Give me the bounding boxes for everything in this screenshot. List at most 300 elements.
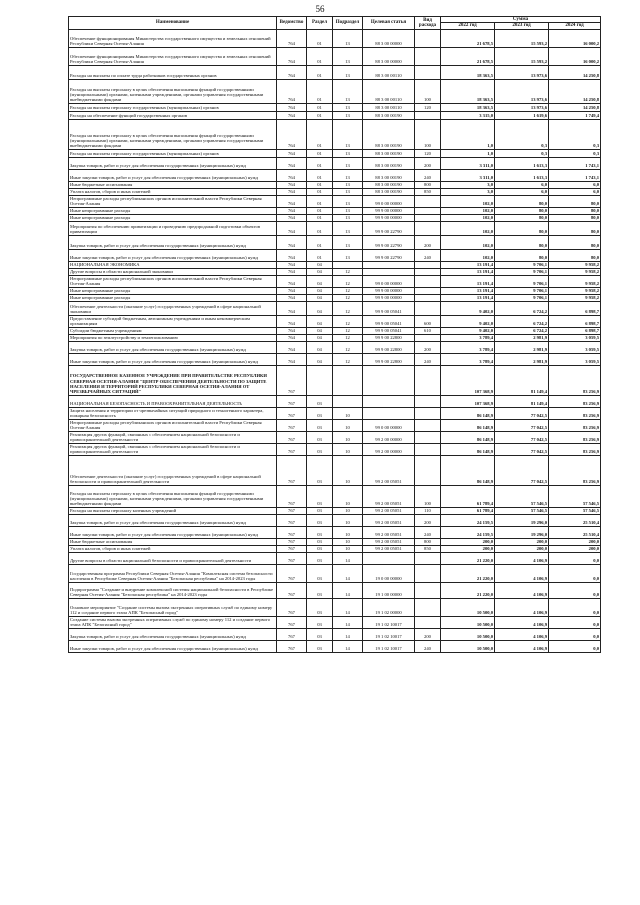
cell-c: 80,0 bbox=[549, 214, 601, 221]
cell-b: 1 613,3 bbox=[495, 169, 549, 181]
cell-cs: 99 2 00 05051 bbox=[363, 507, 415, 514]
cell-b: 15 593,2 bbox=[495, 29, 549, 47]
header-expense-type: Вид расхода bbox=[415, 17, 441, 30]
cell-b: 77 042,5 bbox=[495, 431, 549, 443]
cell-cs: 19 1 02 10017 bbox=[363, 628, 415, 640]
cell-ved: 767 bbox=[277, 407, 307, 419]
cell-name: Расходы на выплаты персоналу казенных учреждений bbox=[69, 507, 277, 514]
cell-rz: 04 bbox=[307, 287, 333, 294]
cell-a: 61 789,4 bbox=[441, 485, 495, 507]
cell-ved: 767 bbox=[277, 640, 307, 652]
cell-vr: 800 bbox=[415, 538, 441, 545]
cell-vr bbox=[415, 443, 441, 455]
cell-cs: 19 1 00 00000 bbox=[363, 582, 415, 598]
table-row bbox=[69, 181, 601, 188]
cell-cs: 99 2 00 00000 bbox=[363, 443, 415, 455]
cell-pr bbox=[333, 365, 363, 395]
cell-a: 13 191,4 bbox=[441, 287, 495, 294]
cell-b: 19 296,0 bbox=[495, 514, 549, 526]
cell-cs: 99 0 00 00000 bbox=[363, 419, 415, 431]
cell-b: 80,0 bbox=[495, 195, 549, 207]
cell-a: 1,0 bbox=[441, 149, 495, 157]
table-row bbox=[69, 419, 601, 431]
cell-rz: 01 bbox=[307, 169, 333, 181]
cell-a: 102,0 bbox=[441, 214, 495, 221]
cell-c: 25 510,4 bbox=[549, 514, 601, 526]
cell-c: 9 958,2 bbox=[549, 268, 601, 275]
cell-c: 83 256,9 bbox=[549, 395, 601, 407]
cell-b: 0,3 bbox=[495, 149, 549, 157]
table-row bbox=[69, 514, 601, 526]
cell-rz bbox=[307, 365, 333, 395]
cell-b: 81 149,4 bbox=[495, 395, 549, 407]
cell-rz: 03 bbox=[307, 485, 333, 507]
table-row bbox=[69, 327, 601, 334]
cell-vr bbox=[415, 334, 441, 341]
cell-rz: 04 bbox=[307, 261, 333, 268]
cell-c: 0,0 bbox=[549, 552, 601, 564]
cell-vr bbox=[415, 419, 441, 431]
cell-rz: 03 bbox=[307, 628, 333, 640]
cell-c: 3 059,5 bbox=[549, 334, 601, 341]
cell-rz: 04 bbox=[307, 301, 333, 315]
cell-name: Иные непрограммные расходы bbox=[69, 214, 277, 221]
header-year-2022: 2022 год bbox=[441, 23, 495, 29]
cell-rz: 01 bbox=[307, 79, 333, 103]
cell-a: 9 402,0 bbox=[441, 327, 495, 334]
cell-name: Обеспечение деятельности (оказание услуг) государственных учреждений в сфере национальной экономики bbox=[69, 301, 277, 315]
cell-vr: 110 bbox=[415, 507, 441, 514]
cell-vr: 100 bbox=[415, 485, 441, 507]
cell-b: 6 724,2 bbox=[495, 301, 549, 315]
cell-ved: 767 bbox=[277, 443, 307, 455]
cell-rz: 01 bbox=[307, 188, 333, 195]
cell-vr: 100 bbox=[415, 119, 441, 149]
cell-name: Иные закупки товаров, работ и услуг для обеспечения государственных (муниципальных) нужд bbox=[69, 169, 277, 181]
cell-pr: 13 bbox=[333, 249, 363, 261]
table-row bbox=[69, 507, 601, 514]
cell-cs: 99 2 00 05051 bbox=[363, 545, 415, 552]
cell-cs: 99 9 00 22800 bbox=[363, 341, 415, 353]
cell-ved: 767 bbox=[277, 419, 307, 431]
cell-pr: 14 bbox=[333, 616, 363, 628]
cell-cs: 88 3 00 00110 bbox=[363, 79, 415, 103]
cell-c: 0,0 bbox=[549, 616, 601, 628]
table-row bbox=[69, 526, 601, 538]
cell-ved: 767 bbox=[277, 598, 307, 616]
cell-cs: 88 3 00 00190 bbox=[363, 111, 415, 119]
cell-b: 13 973,6 bbox=[495, 65, 549, 79]
cell-pr: 14 bbox=[333, 640, 363, 652]
cell-a: 86 148,9 bbox=[441, 419, 495, 431]
cell-b: 6 724,2 bbox=[495, 327, 549, 334]
cell-b: 2 981,9 bbox=[495, 353, 549, 365]
cell-b: 4 106,9 bbox=[495, 552, 549, 564]
cell-name: Создание системы вызова экстренных оперативных служб по единому номеру 112 и создание первого этапа АПК "Безопасный город" bbox=[69, 616, 277, 628]
cell-vr bbox=[415, 287, 441, 294]
cell-pr: 12 bbox=[333, 334, 363, 341]
cell-name: Другие вопросы в области национальной экономики bbox=[69, 268, 277, 275]
cell-b: 77 042,5 bbox=[495, 407, 549, 419]
cell-c: 0,3 bbox=[549, 119, 601, 149]
cell-c: 9 958,2 bbox=[549, 287, 601, 294]
cell-name: Иные непрограммные расходы bbox=[69, 207, 277, 214]
cell-rz: 01 bbox=[307, 214, 333, 221]
cell-name: Закупка товаров, работ и услуг для обеспечения государственных (муниципальных) нужд bbox=[69, 514, 277, 526]
cell-vr: 200 bbox=[415, 157, 441, 169]
cell-rz: 03 bbox=[307, 507, 333, 514]
cell-rz: 03 bbox=[307, 640, 333, 652]
cell-vr: 600 bbox=[415, 315, 441, 327]
cell-a: 24 159,5 bbox=[441, 514, 495, 526]
cell-vr bbox=[415, 598, 441, 616]
table-row bbox=[69, 287, 601, 294]
cell-b: 6 724,2 bbox=[495, 315, 549, 327]
cell-cs: 99 9 00 22790 bbox=[363, 221, 415, 235]
cell-c: 83 256,9 bbox=[549, 443, 601, 455]
cell-c: 14 250,8 bbox=[549, 103, 601, 111]
cell-name: Непрограммные расходы республиканских органов исполнительной власти Республики Северная Осетия-Алания bbox=[69, 419, 277, 431]
cell-name: Расходы на выплаты персоналу в целях обеспечения выполнения функций государственными (муниципальными) органами, казенными учреждениями, органами управления государственными внебюджетными фондами bbox=[69, 79, 277, 103]
cell-pr: 12 bbox=[333, 268, 363, 275]
cell-ved: 764 bbox=[277, 65, 307, 79]
cell-b: 9 706,1 bbox=[495, 268, 549, 275]
cell-a: 21 220,0 bbox=[441, 564, 495, 582]
cell-pr: 13 bbox=[333, 214, 363, 221]
cell-a: 86 148,9 bbox=[441, 407, 495, 419]
cell-c: 3 059,5 bbox=[549, 353, 601, 365]
cell-name: Расходы на выплаты персоналу в целях обеспечения выполнения функций государственными (муниципальными) органами, казенными учреждениями, органами управления государственными внебюджетными фондами bbox=[69, 119, 277, 149]
cell-c: 1 743,1 bbox=[549, 169, 601, 181]
cell-name: Непрограммные расходы республиканских органов исполнительной власти Республики Северная Осетия-Алания bbox=[69, 275, 277, 287]
cell-rz: 04 bbox=[307, 341, 333, 353]
cell-a: 200,0 bbox=[441, 545, 495, 552]
cell-vr bbox=[415, 407, 441, 419]
cell-cs: 99 9 00 05041 bbox=[363, 315, 415, 327]
cell-pr: 13 bbox=[333, 65, 363, 79]
cell-vr bbox=[415, 582, 441, 598]
cell-ved: 767 bbox=[277, 514, 307, 526]
cell-b: 6,0 bbox=[495, 188, 549, 195]
table-row bbox=[69, 598, 601, 616]
table-row bbox=[69, 640, 601, 652]
table-row bbox=[69, 552, 601, 564]
cell-ved: 764 bbox=[277, 301, 307, 315]
cell-a: 3,0 bbox=[441, 181, 495, 188]
cell-vr bbox=[415, 275, 441, 287]
cell-vr bbox=[415, 221, 441, 235]
cell-vr bbox=[415, 431, 441, 443]
cell-pr: 10 bbox=[333, 431, 363, 443]
cell-ved: 764 bbox=[277, 334, 307, 341]
cell-rz: 04 bbox=[307, 334, 333, 341]
cell-b: 1 613,3 bbox=[495, 157, 549, 169]
table-row bbox=[69, 616, 601, 628]
table-row bbox=[69, 149, 601, 157]
cell-b: 4 106,9 bbox=[495, 640, 549, 652]
cell-ved: 764 bbox=[277, 249, 307, 261]
cell-ved: 764 bbox=[277, 275, 307, 287]
cell-rz: 03 bbox=[307, 526, 333, 538]
cell-ved: 767 bbox=[277, 616, 307, 628]
cell-name: ГОСУДАРСТВЕННОЕ КАЗЕННОЕ УЧРЕЖДЕНИЕ ПРИ ПРАВИТЕЛЬСТВЕ РЕСПУБЛИКИ СЕВЕРНАЯ ОСЕТИЯ-АЛАНИЯ "ЦЕНТР ОБЕСПЕЧЕНИЯ ДЕЯТЕЛЬНОСТИ ПО ЗАЩИТЕ НАСЕЛЕНИЯ И ТЕРРИТОРИЙ РЕСПУБЛИКИ СЕВЕРНАЯ ОСЕТИЯ-АЛАНИЯ ОТ ЧРЕЗВЫЧАЙНЫХ СИТУАЦИЙ" bbox=[69, 365, 277, 395]
cell-pr: 12 bbox=[333, 353, 363, 365]
cell-b: 77 042,5 bbox=[495, 443, 549, 455]
cell-name: Уплата налогов, сборов и иных платежей bbox=[69, 188, 277, 195]
cell-b: 4 106,9 bbox=[495, 628, 549, 640]
table-row bbox=[69, 395, 601, 407]
cell-pr: 10 bbox=[333, 545, 363, 552]
cell-b: 80,0 bbox=[495, 207, 549, 214]
cell-name: Иные бюджетные ассигнования bbox=[69, 538, 277, 545]
cell-name: Закупка товаров, работ и услуг для обеспечения государственных (муниципальных) нужд bbox=[69, 628, 277, 640]
cell-ved: 764 bbox=[277, 235, 307, 249]
cell-ved: 764 bbox=[277, 353, 307, 365]
cell-c: 80,0 bbox=[549, 207, 601, 214]
cell-a: 3 315,0 bbox=[441, 111, 495, 119]
cell-cs: 19 1 02 10017 bbox=[363, 640, 415, 652]
table-row bbox=[69, 214, 601, 221]
cell-pr: 10 bbox=[333, 538, 363, 545]
cell-pr bbox=[333, 395, 363, 407]
cell-cs: 88 3 00 00190 bbox=[363, 119, 415, 149]
cell-vr bbox=[415, 455, 441, 485]
cell-cs bbox=[363, 407, 415, 419]
cell-ved: 764 bbox=[277, 149, 307, 157]
header-ved: Ведомство bbox=[277, 17, 307, 30]
cell-vr: 200 bbox=[415, 235, 441, 249]
cell-cs: 99 2 00 05051 bbox=[363, 538, 415, 545]
cell-rz: 03 bbox=[307, 538, 333, 545]
cell-pr: 13 bbox=[333, 157, 363, 169]
cell-a: 3 311,0 bbox=[441, 169, 495, 181]
cell-rz: 01 bbox=[307, 195, 333, 207]
cell-pr: 12 bbox=[333, 301, 363, 315]
cell-rz: 01 bbox=[307, 221, 333, 235]
cell-name: Иные непрограммные расходы bbox=[69, 287, 277, 294]
header-target-article: Целевая статья bbox=[363, 17, 415, 30]
cell-rz: 04 bbox=[307, 268, 333, 275]
header-year-2023: 2023 год bbox=[495, 23, 549, 29]
cell-cs: 99 9 00 22800 bbox=[363, 334, 415, 341]
cell-vr bbox=[415, 294, 441, 301]
cell-a: 10 500,0 bbox=[441, 640, 495, 652]
cell-a: 13 191,4 bbox=[441, 268, 495, 275]
cell-vr bbox=[415, 301, 441, 315]
cell-b: 9 706,1 bbox=[495, 294, 549, 301]
cell-cs: 19 1 02 10017 bbox=[363, 616, 415, 628]
cell-cs: 88 3 00 00110 bbox=[363, 65, 415, 79]
cell-c: 200,0 bbox=[549, 538, 601, 545]
cell-cs: 99 9 00 22790 bbox=[363, 249, 415, 261]
cell-b: 4 106,9 bbox=[495, 598, 549, 616]
cell-c: 1 743,1 bbox=[549, 157, 601, 169]
cell-ved: 764 bbox=[277, 79, 307, 103]
cell-c: 83 256,9 bbox=[549, 455, 601, 485]
cell-pr: 13 bbox=[333, 103, 363, 111]
cell-rz: 04 bbox=[307, 353, 333, 365]
cell-b: 13 973,6 bbox=[495, 103, 549, 111]
cell-a: 10 500,0 bbox=[441, 628, 495, 640]
table-row bbox=[69, 407, 601, 419]
cell-ved: 767 bbox=[277, 395, 307, 407]
cell-vr: 100 bbox=[415, 79, 441, 103]
cell-a: 3 311,0 bbox=[441, 157, 495, 169]
table-row bbox=[69, 157, 601, 169]
cell-c: 57 546,5 bbox=[549, 485, 601, 507]
table-row bbox=[69, 582, 601, 598]
cell-cs bbox=[363, 395, 415, 407]
cell-b: 80,0 bbox=[495, 249, 549, 261]
cell-a: 86 148,9 bbox=[441, 443, 495, 455]
table-row bbox=[69, 207, 601, 214]
cell-name: Иные закупки товаров, работ и услуг для обеспечения государственных (муниципальных) нужд bbox=[69, 353, 277, 365]
cell-pr bbox=[333, 261, 363, 268]
cell-rz: 01 bbox=[307, 157, 333, 169]
cell-b: 4 106,9 bbox=[495, 616, 549, 628]
cell-ved: 767 bbox=[277, 538, 307, 545]
cell-b: 6,0 bbox=[495, 181, 549, 188]
cell-c: 0,0 bbox=[549, 598, 601, 616]
cell-a: 86 148,9 bbox=[441, 455, 495, 485]
cell-c: 83 256,9 bbox=[549, 419, 601, 431]
cell-a: 107 368,9 bbox=[441, 395, 495, 407]
cell-name: Основное мероприятие "Создание системы вызова экстренных оперативных служб по единому номеру 112 и создание первого этапа АПК "Безопасный город" bbox=[69, 598, 277, 616]
cell-a: 21 220,0 bbox=[441, 552, 495, 564]
cell-b: 80,0 bbox=[495, 214, 549, 221]
cell-c: 6,0 bbox=[549, 181, 601, 188]
cell-pr: 10 bbox=[333, 514, 363, 526]
cell-pr: 13 bbox=[333, 119, 363, 149]
cell-name: Другие вопросы в области национальной безопасности и правоохранительной деятельности bbox=[69, 552, 277, 564]
cell-cs: 99 2 00 05051 bbox=[363, 514, 415, 526]
table-row bbox=[69, 268, 601, 275]
cell-b: 2 981,9 bbox=[495, 334, 549, 341]
table-row bbox=[69, 221, 601, 235]
cell-ved: 764 bbox=[277, 287, 307, 294]
cell-ved: 767 bbox=[277, 545, 307, 552]
table-row bbox=[69, 29, 601, 47]
cell-a: 102,0 bbox=[441, 221, 495, 235]
table-row bbox=[69, 65, 601, 79]
cell-rz: 01 bbox=[307, 47, 333, 65]
cell-c: 80,0 bbox=[549, 249, 601, 261]
cell-vr: 200 bbox=[415, 628, 441, 640]
cell-pr: 12 bbox=[333, 275, 363, 287]
cell-a: 13 191,4 bbox=[441, 261, 495, 268]
header-sum: Сумма bbox=[441, 17, 601, 23]
cell-cs: 99 9 00 00000 bbox=[363, 214, 415, 221]
cell-vr bbox=[415, 214, 441, 221]
cell-c: 200,0 bbox=[549, 545, 601, 552]
table-row bbox=[69, 315, 601, 327]
table-row bbox=[69, 188, 601, 195]
cell-cs: 88 3 00 00190 bbox=[363, 188, 415, 195]
cell-rz: 01 bbox=[307, 119, 333, 149]
cell-rz: 01 bbox=[307, 181, 333, 188]
cell-pr: 12 bbox=[333, 341, 363, 353]
cell-a: 9 402,0 bbox=[441, 315, 495, 327]
cell-rz: 01 bbox=[307, 111, 333, 119]
cell-name: Иные закупки товаров, работ и услуг для обеспечения государственных (муниципальных) нужд bbox=[69, 526, 277, 538]
cell-a: 21 678,5 bbox=[441, 29, 495, 47]
cell-c: 25 510,4 bbox=[549, 526, 601, 538]
cell-c: 0,0 bbox=[549, 640, 601, 652]
table-row bbox=[69, 235, 601, 249]
cell-a: 102,0 bbox=[441, 195, 495, 207]
cell-ved: 767 bbox=[277, 564, 307, 582]
cell-c: 9 958,2 bbox=[549, 261, 601, 268]
cell-cs: 99 9 00 22790 bbox=[363, 235, 415, 249]
cell-ved: 767 bbox=[277, 485, 307, 507]
cell-vr: 850 bbox=[415, 545, 441, 552]
cell-a: 10 500,0 bbox=[441, 598, 495, 616]
table-row bbox=[69, 301, 601, 315]
table-row bbox=[69, 365, 601, 395]
cell-name: Обеспечение функционирования Министерства государственного имущества и земельных отношений Республики Северная Осетия-Алания bbox=[69, 29, 277, 47]
cell-rz: 01 bbox=[307, 249, 333, 261]
cell-a: 200,0 bbox=[441, 538, 495, 545]
cell-name: Обеспечение деятельности (оказание услуг) государственных учреждений в сфере национальной безопасности и правоохранительной деятельности bbox=[69, 455, 277, 485]
cell-name: НАЦИОНАЛЬНАЯ БЕЗОПАСНОСТЬ И ПРАВООХРАНИТЕЛЬНАЯ ДЕЯТЕЛЬНОСТЬ bbox=[69, 395, 277, 407]
cell-rz: 03 bbox=[307, 514, 333, 526]
cell-cs: 99 2 00 05051 bbox=[363, 485, 415, 507]
cell-b: 9 706,1 bbox=[495, 275, 549, 287]
cell-pr: 13 bbox=[333, 235, 363, 249]
cell-vr bbox=[415, 564, 441, 582]
header-name: Наименование bbox=[69, 17, 277, 30]
cell-name: Закупка товаров, работ и услуг для обеспечения государственных (муниципальных) нужд bbox=[69, 157, 277, 169]
cell-ved: 764 bbox=[277, 111, 307, 119]
cell-pr: 13 bbox=[333, 79, 363, 103]
cell-ved: 764 bbox=[277, 261, 307, 268]
cell-pr: 13 bbox=[333, 111, 363, 119]
cell-a: 3 789,4 bbox=[441, 341, 495, 353]
cell-b: 81 149,4 bbox=[495, 365, 549, 395]
cell-vr bbox=[415, 207, 441, 214]
cell-vr: 610 bbox=[415, 327, 441, 334]
cell-a: 102,0 bbox=[441, 207, 495, 214]
cell-rz: 04 bbox=[307, 315, 333, 327]
cell-b: 77 042,5 bbox=[495, 455, 549, 485]
cell-ved: 764 bbox=[277, 221, 307, 235]
cell-cs: 99 9 00 00000 bbox=[363, 294, 415, 301]
cell-cs: 19 0 00 00000 bbox=[363, 564, 415, 582]
cell-cs: 88 3 00 00190 bbox=[363, 149, 415, 157]
cell-ved: 764 bbox=[277, 327, 307, 334]
table-row bbox=[69, 628, 601, 640]
cell-pr: 13 bbox=[333, 169, 363, 181]
cell-vr bbox=[415, 261, 441, 268]
cell-ved: 767 bbox=[277, 365, 307, 395]
cell-b: 80,0 bbox=[495, 221, 549, 235]
cell-a: 107 368,9 bbox=[441, 365, 495, 395]
cell-b: 15 593,2 bbox=[495, 47, 549, 65]
cell-vr bbox=[415, 395, 441, 407]
cell-rz: 01 bbox=[307, 235, 333, 249]
cell-b: 9 706,1 bbox=[495, 261, 549, 268]
cell-cs: 99 0 00 00000 bbox=[363, 275, 415, 287]
cell-name: Субсидии бюджетным учреждениям bbox=[69, 327, 277, 334]
cell-b: 80,0 bbox=[495, 235, 549, 249]
cell-c: 14 250,8 bbox=[549, 79, 601, 103]
cell-b: 200,0 bbox=[495, 538, 549, 545]
cell-rz: 03 bbox=[307, 455, 333, 485]
table-row bbox=[69, 294, 601, 301]
cell-pr: 13 bbox=[333, 181, 363, 188]
cell-a: 3 789,4 bbox=[441, 353, 495, 365]
cell-c: 0,3 bbox=[549, 149, 601, 157]
